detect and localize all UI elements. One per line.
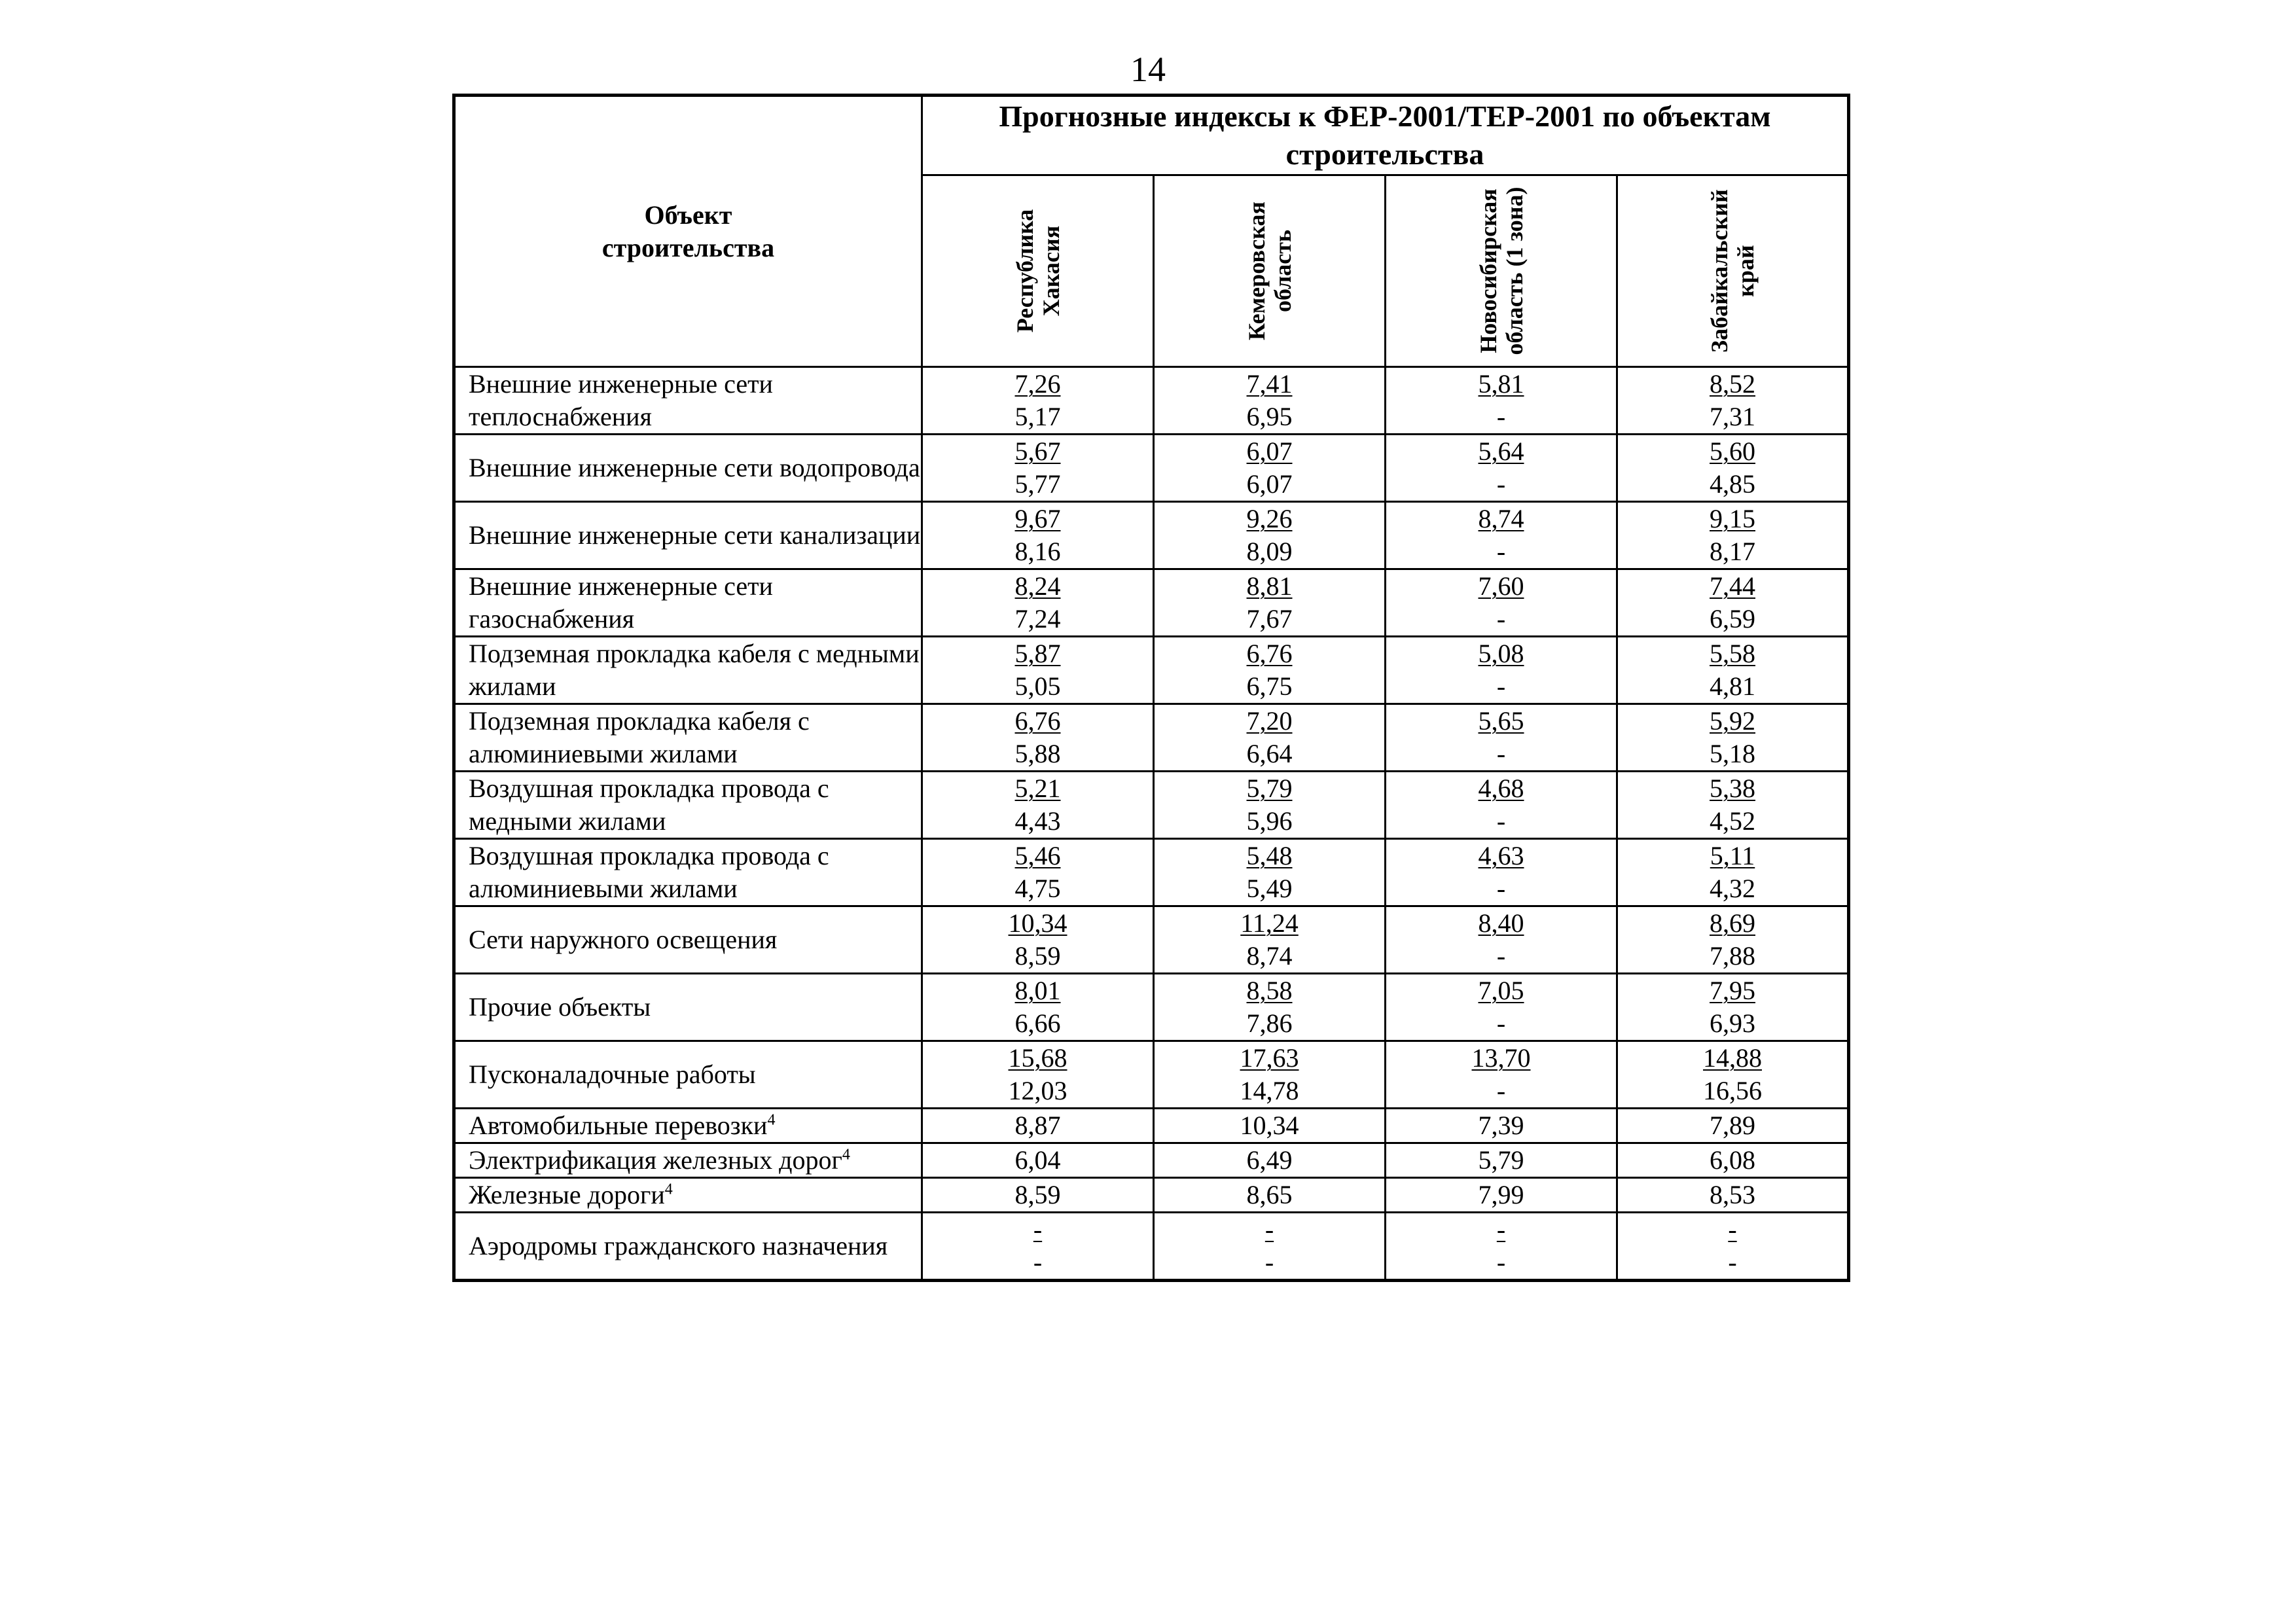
alt-index-value: 6,93 bbox=[1710, 1008, 1755, 1038]
value-cell bbox=[922, 367, 1154, 435]
alt-index-value: 5,96 bbox=[1246, 806, 1293, 836]
alt-index-value: - bbox=[1496, 537, 1506, 566]
value-cell bbox=[922, 569, 1154, 637]
value-pair bbox=[1022, 1213, 1054, 1279]
current-index-value: 5,81 bbox=[1478, 369, 1524, 399]
value-cell bbox=[922, 1178, 1154, 1213]
value-cell bbox=[1617, 974, 1849, 1041]
current-index-value: 7,20 bbox=[1246, 706, 1293, 736]
value-cell bbox=[1386, 704, 1617, 772]
row-label: Подземная прокладка кабеля с алюминиевыми жилами bbox=[469, 706, 810, 768]
row-label-cell bbox=[454, 1143, 922, 1178]
value-cell bbox=[1386, 569, 1617, 637]
current-index-value: 4,68 bbox=[1478, 774, 1524, 803]
current-index-value: 10,34 bbox=[1008, 908, 1067, 938]
object-column-header bbox=[454, 96, 922, 367]
table-row bbox=[454, 1213, 1849, 1281]
current-index-value: 9,15 bbox=[1710, 504, 1755, 533]
alt-index-value: 7,24 bbox=[1014, 604, 1061, 633]
region-header-0-label: Республика Хакасия bbox=[1011, 209, 1064, 333]
index-value: 8,53 bbox=[1710, 1180, 1755, 1209]
value-pair bbox=[1710, 772, 1755, 838]
table-row bbox=[454, 839, 1849, 906]
value-cell bbox=[922, 974, 1154, 1041]
value-cell bbox=[1617, 1041, 1849, 1109]
current-index-value: 5,38 bbox=[1710, 774, 1755, 803]
value-pair bbox=[1710, 368, 1755, 433]
value-cell bbox=[1617, 1178, 1849, 1213]
alt-index-value: 6,75 bbox=[1246, 671, 1293, 701]
row-label-cell bbox=[454, 906, 922, 974]
value-cell bbox=[1154, 974, 1386, 1041]
current-index-value: 7,44 bbox=[1710, 571, 1755, 601]
alt-index-value: 5,88 bbox=[1014, 739, 1061, 768]
table-row bbox=[454, 772, 1849, 839]
region-header-2 bbox=[1386, 175, 1617, 367]
value-cell bbox=[1617, 367, 1849, 435]
index-table bbox=[452, 94, 1850, 1282]
alt-index-value: 7,67 bbox=[1246, 604, 1293, 633]
value-pair bbox=[1247, 435, 1293, 501]
footnote-marker: 4 bbox=[767, 1111, 776, 1129]
current-index-value: 7,05 bbox=[1478, 976, 1524, 1005]
group-header-text: Прогнозные индексы к ФЕР-2001/ТЕР-2001 по объектам строительства bbox=[999, 99, 1771, 171]
row-label: Железные дороги bbox=[469, 1180, 665, 1209]
row-label: Воздушная прокладка провода с алюминиевыми жилами bbox=[469, 841, 829, 903]
alt-index-value: 12,03 bbox=[1008, 1076, 1067, 1105]
row-label-cell bbox=[454, 637, 922, 704]
footnote-marker: 4 bbox=[664, 1181, 673, 1198]
value-pair bbox=[1710, 570, 1755, 635]
alt-index-value: 5,05 bbox=[1014, 671, 1061, 701]
alt-index-value: 14,78 bbox=[1240, 1076, 1299, 1105]
current-index-value: 15,68 bbox=[1008, 1043, 1067, 1073]
value-cell bbox=[1617, 1143, 1849, 1178]
row-label: Внешние инженерные сети водопровода bbox=[469, 453, 920, 482]
alt-index-value: 5,77 bbox=[1014, 469, 1061, 499]
current-index-value: 8,52 bbox=[1710, 369, 1755, 399]
row-label: Пусконаладочные работы bbox=[469, 1060, 756, 1089]
value-pair bbox=[1710, 705, 1755, 770]
value-cell bbox=[1617, 1109, 1849, 1143]
current-index-value: 5,48 bbox=[1246, 841, 1293, 870]
current-index-value: 5,65 bbox=[1478, 706, 1524, 736]
alt-index-value: - bbox=[1496, 941, 1506, 971]
current-index-value: 5,87 bbox=[1014, 639, 1061, 668]
value-pair bbox=[1240, 1042, 1299, 1107]
value-pair bbox=[1247, 705, 1293, 770]
value-cell bbox=[1617, 704, 1849, 772]
index-group-header bbox=[922, 96, 1849, 175]
alt-index-value: - bbox=[1496, 1008, 1506, 1038]
index-value: 8,87 bbox=[1014, 1111, 1061, 1140]
value-cell bbox=[1386, 839, 1617, 906]
alt-index-value: - bbox=[1496, 604, 1506, 633]
row-label: Автомобильные перевозки bbox=[469, 1111, 768, 1140]
current-index-value: 5,92 bbox=[1710, 706, 1755, 736]
current-index-value: 7,26 bbox=[1014, 369, 1061, 399]
value-pair bbox=[1247, 840, 1293, 905]
region-header-0 bbox=[922, 175, 1154, 367]
row-label-cell bbox=[454, 502, 922, 569]
value-pair bbox=[1710, 637, 1755, 703]
current-index-value: 8,40 bbox=[1478, 908, 1524, 938]
alt-index-value: 5,18 bbox=[1710, 739, 1755, 768]
current-index-value: 5,21 bbox=[1014, 774, 1061, 803]
value-cell bbox=[1617, 502, 1849, 569]
alt-index-value: 6,95 bbox=[1246, 402, 1293, 431]
row-label-cell bbox=[454, 974, 922, 1041]
alt-index-value: 4,52 bbox=[1710, 806, 1755, 836]
value-pair bbox=[1015, 368, 1061, 433]
value-pair bbox=[1009, 907, 1067, 972]
value-pair bbox=[1247, 503, 1293, 568]
alt-index-value: - bbox=[1496, 1076, 1506, 1105]
alt-index-value: - bbox=[1033, 1247, 1043, 1277]
row-label: Прочие объекты bbox=[469, 992, 651, 1022]
alt-index-value: 5,17 bbox=[1014, 402, 1061, 431]
region-header-1 bbox=[1154, 175, 1386, 367]
value-cell bbox=[1386, 1041, 1617, 1109]
table-row bbox=[454, 1143, 1849, 1178]
row-label-cell bbox=[454, 839, 922, 906]
index-value: 6,04 bbox=[1014, 1145, 1061, 1175]
alt-index-value: 7,88 bbox=[1710, 941, 1755, 971]
alt-index-value: - bbox=[1496, 739, 1506, 768]
current-index-value: 5,08 bbox=[1478, 639, 1524, 668]
value-cell bbox=[922, 1109, 1154, 1143]
value-pair bbox=[1479, 503, 1524, 568]
alt-index-value: - bbox=[1728, 1247, 1737, 1277]
table-row bbox=[454, 1041, 1849, 1109]
region-header-2-label: Новосибирская область (1 зона) bbox=[1475, 187, 1528, 355]
value-pair bbox=[1247, 637, 1293, 703]
current-index-value: 9,26 bbox=[1246, 504, 1293, 533]
value-cell bbox=[1617, 569, 1849, 637]
value-cell bbox=[1154, 1178, 1386, 1213]
current-index-value: 8,58 bbox=[1246, 976, 1293, 1005]
value-cell bbox=[1154, 637, 1386, 704]
row-label: Аэродромы гражданского назначения bbox=[469, 1231, 888, 1260]
value-pair bbox=[1703, 1042, 1762, 1107]
current-index-value: 7,95 bbox=[1710, 976, 1755, 1005]
current-index-value: 6,76 bbox=[1014, 706, 1061, 736]
value-cell bbox=[922, 839, 1154, 906]
value-cell bbox=[1386, 1109, 1617, 1143]
row-label: Воздушная прокладка провода с медными жилами bbox=[469, 774, 829, 836]
row-label-cell bbox=[454, 772, 922, 839]
value-pair bbox=[1240, 907, 1299, 972]
current-index-value: - bbox=[1728, 1215, 1737, 1244]
object-header-text: Объект строительства bbox=[601, 200, 775, 262]
row-label-cell bbox=[454, 704, 922, 772]
current-index-value: 8,24 bbox=[1014, 571, 1061, 601]
value-cell bbox=[1154, 1041, 1386, 1109]
value-cell bbox=[1617, 839, 1849, 906]
value-cell bbox=[1154, 772, 1386, 839]
alt-index-value: - bbox=[1496, 874, 1506, 903]
value-pair bbox=[1710, 503, 1755, 568]
current-index-value: 5,11 bbox=[1710, 841, 1755, 870]
value-pair bbox=[1015, 840, 1061, 905]
value-pair bbox=[1485, 1213, 1517, 1279]
index-value: 8,65 bbox=[1246, 1180, 1293, 1209]
value-cell bbox=[922, 637, 1154, 704]
index-value: 7,99 bbox=[1478, 1180, 1524, 1209]
current-index-value: - bbox=[1496, 1215, 1506, 1244]
row-label: Подземная прокладка кабеля с медными жилами bbox=[469, 639, 920, 701]
alt-index-value: 4,81 bbox=[1710, 671, 1755, 701]
value-cell bbox=[922, 704, 1154, 772]
value-cell bbox=[922, 1143, 1154, 1178]
value-pair bbox=[1479, 974, 1524, 1040]
current-index-value: 5,60 bbox=[1710, 437, 1755, 466]
value-pair bbox=[1710, 435, 1755, 501]
table-row bbox=[454, 906, 1849, 974]
value-cell bbox=[922, 1041, 1154, 1109]
value-cell bbox=[1617, 772, 1849, 839]
row-label-cell bbox=[454, 1178, 922, 1213]
region-header-3-label: Забайкальский край bbox=[1706, 189, 1759, 353]
index-value: 7,89 bbox=[1710, 1111, 1755, 1140]
alt-index-value: 8,16 bbox=[1014, 537, 1061, 566]
value-cell bbox=[1154, 569, 1386, 637]
alt-index-value: - bbox=[1496, 469, 1506, 499]
value-pair bbox=[1710, 907, 1755, 972]
alt-index-value: 8,74 bbox=[1246, 941, 1293, 971]
alt-index-value: 6,66 bbox=[1014, 1008, 1061, 1038]
current-index-value: 4,63 bbox=[1478, 841, 1524, 870]
value-pair bbox=[1247, 368, 1293, 433]
value-cell bbox=[1386, 1143, 1617, 1178]
value-pair bbox=[1479, 368, 1524, 433]
alt-index-value: 6,59 bbox=[1710, 604, 1755, 633]
value-cell bbox=[1386, 974, 1617, 1041]
value-cell bbox=[1154, 502, 1386, 569]
value-pair bbox=[1247, 772, 1293, 838]
value-cell bbox=[1154, 435, 1386, 502]
value-cell bbox=[1154, 704, 1386, 772]
index-value: 10,34 bbox=[1240, 1111, 1299, 1140]
value-cell bbox=[1617, 637, 1849, 704]
table-row bbox=[454, 1109, 1849, 1143]
value-pair bbox=[1247, 974, 1293, 1040]
table-row bbox=[454, 1178, 1849, 1213]
page-number: 14 bbox=[1130, 50, 1166, 89]
value-pair bbox=[1479, 772, 1524, 838]
value-cell bbox=[1617, 435, 1849, 502]
index-value: 7,39 bbox=[1478, 1111, 1524, 1140]
alt-index-value: - bbox=[1265, 1247, 1274, 1277]
region-header-3 bbox=[1617, 175, 1849, 367]
value-cell bbox=[1154, 839, 1386, 906]
row-label-cell bbox=[454, 1213, 922, 1281]
table-row bbox=[454, 569, 1849, 637]
current-index-value: 6,07 bbox=[1246, 437, 1293, 466]
table-row bbox=[454, 704, 1849, 772]
current-index-value: 5,64 bbox=[1478, 437, 1524, 466]
current-index-value: - bbox=[1265, 1215, 1274, 1244]
current-index-value: 5,58 bbox=[1710, 639, 1755, 668]
value-pair bbox=[1716, 1213, 1748, 1279]
value-cell bbox=[1617, 906, 1849, 974]
row-label-cell bbox=[454, 435, 922, 502]
region-header-1-label: Кемеровская область bbox=[1243, 202, 1296, 340]
current-index-value: 5,79 bbox=[1246, 774, 1293, 803]
alt-index-value: 7,31 bbox=[1710, 402, 1755, 431]
current-index-value: 6,76 bbox=[1246, 639, 1293, 668]
value-pair bbox=[1479, 570, 1524, 635]
alt-index-value: 8,17 bbox=[1710, 537, 1755, 566]
value-cell bbox=[1386, 367, 1617, 435]
value-pair bbox=[1015, 503, 1061, 568]
value-pair bbox=[1015, 974, 1061, 1040]
current-index-value: 7,41 bbox=[1246, 369, 1293, 399]
alt-index-value: 4,32 bbox=[1710, 874, 1755, 903]
alt-index-value: - bbox=[1496, 806, 1506, 836]
value-pair bbox=[1247, 570, 1293, 635]
index-value: 5,79 bbox=[1478, 1145, 1524, 1175]
current-index-value: 9,67 bbox=[1014, 504, 1061, 533]
row-label: Внешние инженерные сети газоснабжения bbox=[469, 571, 773, 633]
value-cell bbox=[1386, 435, 1617, 502]
value-pair bbox=[1479, 907, 1524, 972]
current-index-value: 8,01 bbox=[1014, 976, 1061, 1005]
value-cell bbox=[922, 1213, 1154, 1281]
index-value: 6,49 bbox=[1246, 1145, 1293, 1175]
alt-index-value: - bbox=[1496, 402, 1506, 431]
value-pair bbox=[1015, 772, 1061, 838]
value-cell bbox=[922, 906, 1154, 974]
current-index-value: 13,70 bbox=[1471, 1043, 1531, 1073]
alt-index-value: 8,09 bbox=[1246, 537, 1293, 566]
alt-index-value: 6,07 bbox=[1246, 469, 1293, 499]
value-pair bbox=[1479, 840, 1524, 905]
alt-index-value: 4,85 bbox=[1710, 469, 1755, 499]
row-label: Сети наружного освещения bbox=[469, 925, 778, 954]
table-row bbox=[454, 637, 1849, 704]
index-value: 8,59 bbox=[1014, 1180, 1061, 1209]
current-index-value: 7,60 bbox=[1478, 571, 1524, 601]
alt-index-value: 16,56 bbox=[1703, 1076, 1762, 1105]
value-pair bbox=[1710, 974, 1755, 1040]
value-pair bbox=[1253, 1213, 1285, 1279]
value-cell bbox=[922, 435, 1154, 502]
current-index-value: 8,69 bbox=[1710, 908, 1755, 938]
value-cell bbox=[1154, 367, 1386, 435]
row-label-cell bbox=[454, 569, 922, 637]
row-label-cell bbox=[454, 1109, 922, 1143]
value-pair bbox=[1015, 705, 1061, 770]
value-cell bbox=[1386, 637, 1617, 704]
current-index-value: 5,46 bbox=[1014, 841, 1061, 870]
table-row bbox=[454, 367, 1849, 435]
value-pair bbox=[1472, 1042, 1531, 1107]
value-pair bbox=[1479, 705, 1524, 770]
current-index-value: 8,81 bbox=[1246, 571, 1293, 601]
value-pair bbox=[1015, 570, 1061, 635]
alt-index-value: 4,43 bbox=[1014, 806, 1061, 836]
table-row bbox=[454, 974, 1849, 1041]
row-label: Внешние инженерные сети канализации bbox=[469, 520, 921, 550]
value-pair bbox=[1479, 637, 1524, 703]
row-label: Внешние инженерные сети теплоснабжения bbox=[469, 369, 773, 431]
current-index-value: - bbox=[1033, 1215, 1043, 1244]
value-cell bbox=[1154, 906, 1386, 974]
row-label-cell bbox=[454, 367, 922, 435]
value-cell bbox=[1154, 1143, 1386, 1178]
value-pair bbox=[1015, 637, 1061, 703]
table-row bbox=[454, 502, 1849, 569]
value-cell bbox=[922, 772, 1154, 839]
value-cell bbox=[1386, 1213, 1617, 1281]
index-value: 6,08 bbox=[1710, 1145, 1755, 1175]
value-cell bbox=[1386, 906, 1617, 974]
alt-index-value: - bbox=[1496, 671, 1506, 701]
value-pair bbox=[1710, 840, 1755, 905]
alt-index-value: 6,64 bbox=[1246, 739, 1293, 768]
value-pair bbox=[1009, 1042, 1067, 1107]
current-index-value: 11,24 bbox=[1240, 908, 1299, 938]
value-cell bbox=[1386, 1178, 1617, 1213]
current-index-value: 14,88 bbox=[1703, 1043, 1762, 1073]
value-cell bbox=[1386, 772, 1617, 839]
value-pair bbox=[1015, 435, 1061, 501]
table-body bbox=[454, 367, 1849, 1281]
current-index-value: 8,74 bbox=[1478, 504, 1524, 533]
footnote-marker: 4 bbox=[842, 1146, 850, 1164]
value-pair bbox=[1479, 435, 1524, 501]
value-cell bbox=[1154, 1109, 1386, 1143]
alt-index-value: 8,59 bbox=[1014, 941, 1061, 971]
alt-index-value: 4,75 bbox=[1014, 874, 1061, 903]
value-cell bbox=[1617, 1213, 1849, 1281]
row-label-cell bbox=[454, 1041, 922, 1109]
current-index-value: 5,67 bbox=[1014, 437, 1061, 466]
current-index-value: 17,63 bbox=[1240, 1043, 1299, 1073]
value-cell bbox=[922, 502, 1154, 569]
value-cell bbox=[1386, 502, 1617, 569]
alt-index-value: 5,49 bbox=[1246, 874, 1293, 903]
row-label: Электрификация железных дорог bbox=[469, 1145, 842, 1175]
alt-index-value: 7,86 bbox=[1246, 1008, 1293, 1038]
alt-index-value: - bbox=[1496, 1247, 1506, 1277]
value-cell bbox=[1154, 1213, 1386, 1281]
table-row bbox=[454, 435, 1849, 502]
